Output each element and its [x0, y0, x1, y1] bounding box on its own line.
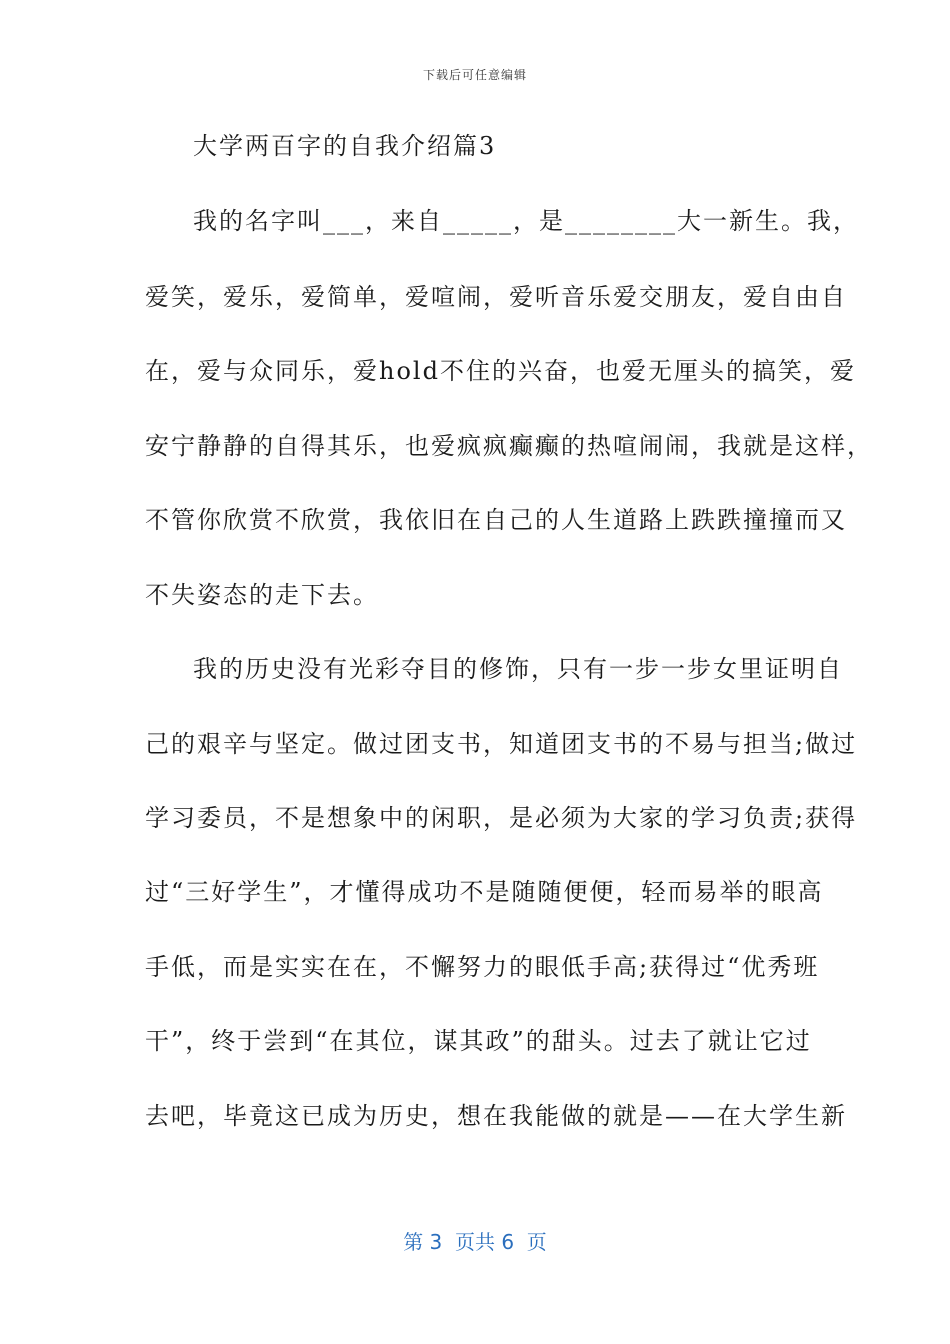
paragraph-line: 在，爱与众同乐，爱hold不住的兴奋，也爱无厘头的搞笑，爱	[145, 357, 856, 385]
paragraph-line: 手低，而是实实在在，不懈努力的眼低手高;获得过“优秀班	[145, 953, 820, 981]
paragraph-line: 己的艰辛与坚定。做过团支书，知道团支书的不易与担当;做过	[145, 730, 858, 758]
section-title: 大学两百字的自我介绍篇3	[193, 132, 497, 160]
paragraph-line: 爱笑，爱乐，爱简单，爱喧闹，爱听音乐爱交朋友，爱自由自	[145, 283, 847, 311]
paragraph-line: 过“三好学生”，才懂得成功不是随随便便，轻而易举的眼高	[145, 878, 824, 906]
paragraph-line: 学习委员，不是想象中的闲职，是必须为大家的学习负责;获得	[145, 804, 858, 832]
paragraph-line: 干”，终于尝到“在其位，谋其政”的甜头。过去了就让它过	[145, 1027, 812, 1055]
page-number: 第 3 页共 6 页	[403, 1230, 547, 1254]
paragraph-line: 不管你欣赏不欣赏，我依旧在自己的人生道路上跌跌撞撞而又	[145, 506, 847, 534]
paragraph-line: 去吧，毕竟这已成为历史，想在我能做的就是——在大学生新	[145, 1102, 847, 1130]
paragraph-line: 我的名字叫___，来自_____，是________大一新生。我，	[193, 207, 859, 235]
paragraph-line: 我的历史没有光彩夺目的修饰，只有一步一步女里证明自	[193, 655, 843, 683]
header-note: 下载后可任意编辑	[422, 68, 527, 82]
paragraph-line: 安宁静静的自得其乐，也爱疯疯癫癫的热喧闹闹，我就是这样，	[145, 432, 873, 460]
paragraph-line: 不失姿态的走下去。	[145, 581, 379, 609]
